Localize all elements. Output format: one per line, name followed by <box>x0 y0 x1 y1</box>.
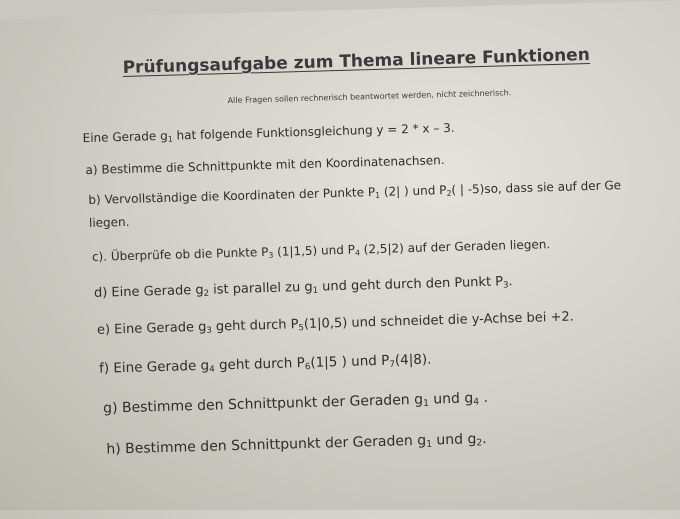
previous-page-strip <box>0 0 680 20</box>
task-f: f) Eine Gerade $g_4$ geht durch $P_6(1|5$ ) und $P_7(4|8)$. <box>98 351 432 377</box>
instructions: Alle Fragen sollen rechnerisch beantwortet werden, nicht zeichnerisch. <box>227 88 512 106</box>
task-b: b) Vervollständige die Koordinaten der Punkte $P_1$ (2| ) und $P_2$( | -5)so, dass sie auf der Ge <box>88 178 622 208</box>
task-b-continuation: liegen. <box>88 214 130 230</box>
task-e: e) Eine Gerade $g_3$ geht durch $P_5(1|0,5)$ und schneidet die y-Achse bei +2. <box>96 309 575 338</box>
intro-line: Eine Gerade $g_1$ hat folgende Funktionsgleichung y = 2 * x – 3. <box>82 120 455 146</box>
task-c: c). Überprüfe ob die Punkte $P_3$ (1|1,5) und $P_4$ (2,5|2) auf der Geraden liegen. <box>91 237 551 264</box>
task-d: d) Eine Gerade $g_2$ ist parallel zu $g_1$ und geht durch den Punkt $P_3$. <box>93 274 513 301</box>
task-g: g) Bestimme den Schnittpunkt der Geraden $g_1$ und $g_4$ . <box>102 389 489 417</box>
page-title: Prüfungsaufgabe zum Thema lineare Funktionen <box>122 44 591 78</box>
task-h: h) Bestimme den Schnittpunkt der Geraden $g_1$ und $g_2$. <box>106 430 487 458</box>
task-a: a) Bestimme die Schnittpunkte mit den Koordinatenachsen. <box>85 153 445 178</box>
